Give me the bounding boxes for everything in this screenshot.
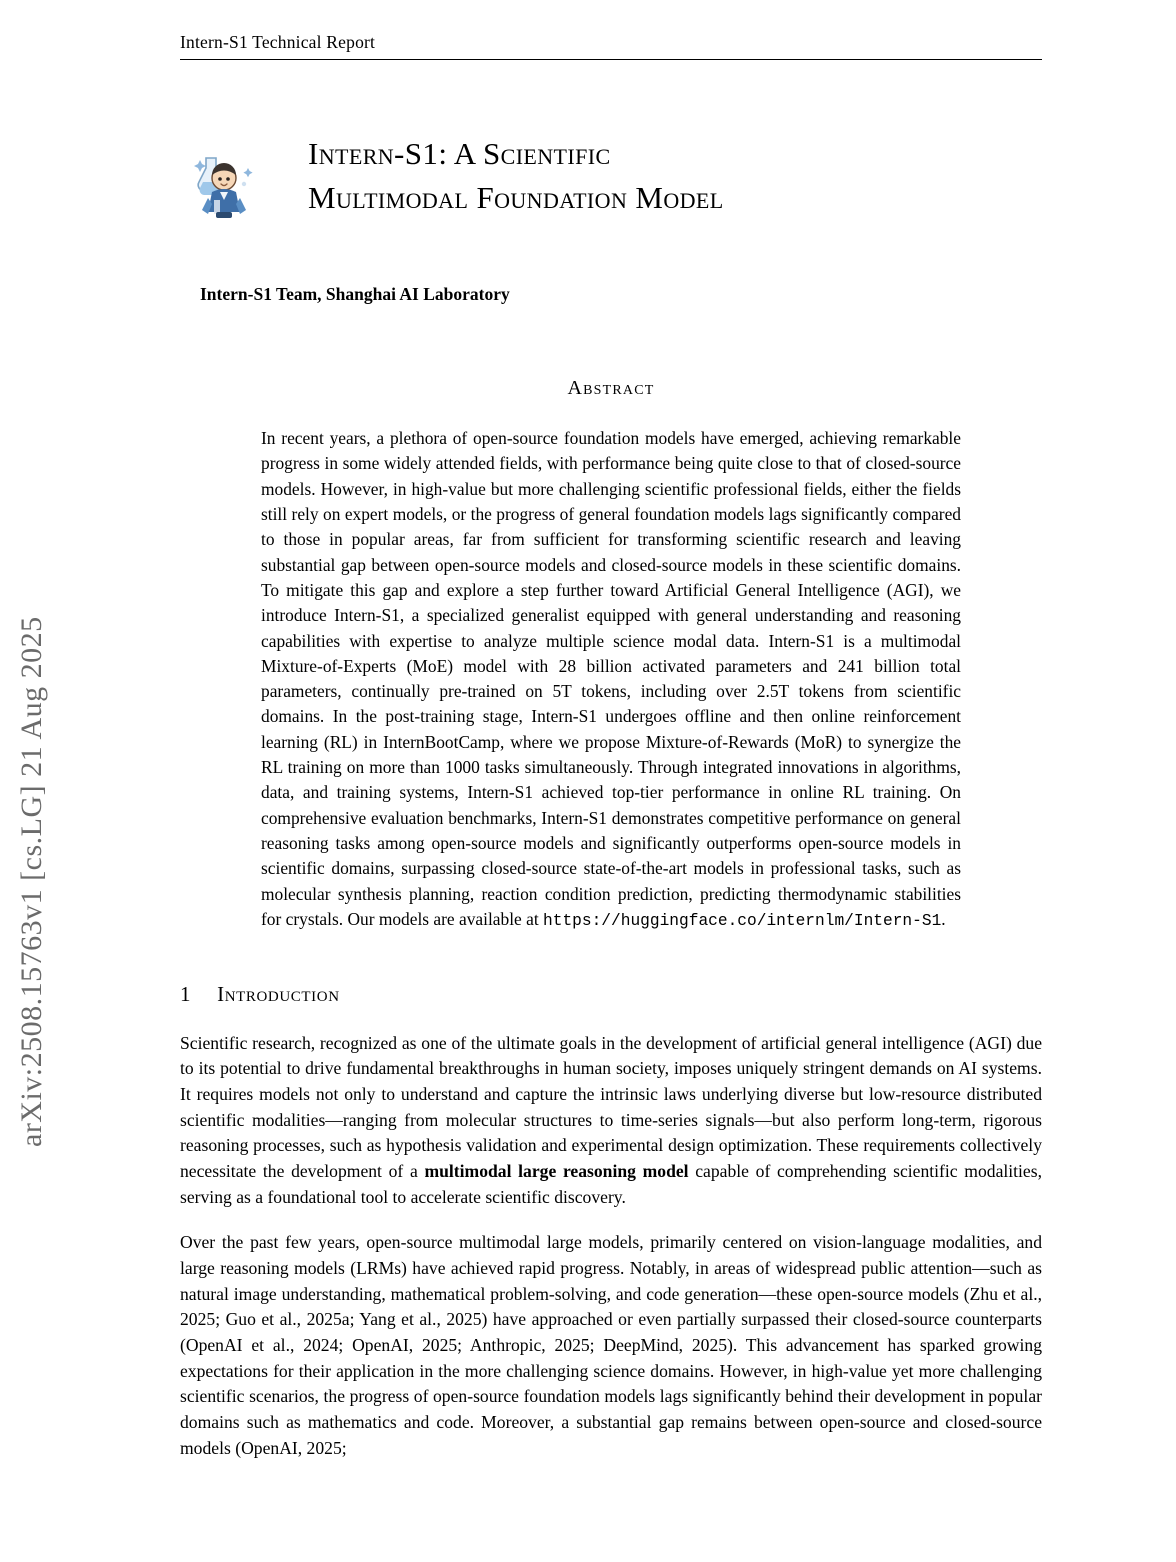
arxiv-identifier-stamp: arXiv:2508.15763v1 [cs.LG] 21 Aug 2025 — [15, 616, 48, 1147]
section-number: 1 — [180, 981, 192, 1006]
intern-s1-mascot-logo — [190, 148, 258, 220]
intro-paragraph-2: Over the past few years, open-source multimodal large models, primarily centered on vision-language modalities, and large reasoning models (LRMs) have achieved rapid progress. Notably, in areas of widespread public attention—such as natural image understanding, mathematical problem-solving, and code generation—these open-source models (Zhu et al., 2025; Guo et al., 2025a; Yang et al., 2025) have approached or even partially surpassed their closed-source counterparts (OpenAI et al., 2024; OpenAI, 2025; Anthropic, 2025; DeepMind, 2025). This advancement has sparked growing expectations for their application in the more challenging science domains. However, in high-value yet more challenging scientific scenarios, the progress of open-source foundation models lags significantly behind their development in popular domains such as mathematics and code. Moreover, a substantial gap remains between open-source and closed-source models (OpenAI, 2025; — [180, 1232, 1042, 1458]
intro-paragraph-1-part-a: Scientific research, recognized as one of the ultimate goals in the development of artificial general intelligence (AGI) due to its potential to drive fundamental breakthroughs in human society, imposes uniquely stringent demands on AI systems. It requires models not only to understand and capture the intrinsic laws underlying diverse but low-resource distributed scientific modalities—ranging from molecular structures to time-series signals—but also perform long-term, rigorous reasoning processes, such as hypothesis validation and experimental design optimization. These requirements collectively necessitate the development of a — [180, 1032, 1042, 1181]
abstract-paragraph: In recent years, a plethora of open-source foundation models have emerged, achieving remarkable progress in some widely attended fields, with performance being quite close to that of closed-source models. However, in high-value but more challenging scientific professional fields, either the fields still rely on expert models, or the progress of general foundation models lags significantly compared to those in popular areas, far from sufficient for transforming scientific research and leaving substantial gap between open-source models and closed-source models in these scientific domains. To mitigate this gap and explore a step further toward Artificial General Intelligence (AGI), we introduce Intern-S1, a specialized generalist equipped with general understanding and reasoning capabilities with expertise to analyze multiple science modal data. Intern-S1 is a multimodal Mixture-of-Experts (MoE) model with 28 billion activated parameters and 241 billion total parameters, continually pre-trained on 5T tokens, including over 2.5T tokens from scientific domains. In the post-training stage, Intern-S1 undergoes offline and then online reinforcement learning (RL) in InternBootCamp, where we propose Mixture-of-Rewards (MoR) to synergize the RL training on more than 1000 tasks simultaneously. Through integrated innovations in algorithms, data, and training systems, Intern-S1 achieved top-tier performance in online RL training. On comprehensive evaluation benchmarks, Intern-S1 demonstrates competitive performance on general reasoning tasks among open-source models and significantly outperforms open-source models in scientific domains, surpassing closed-source state-of-the-art models in professional tasks, such as molecular synthesis planning, reaction condition prediction, predicting thermodynamic stabilities for crystals. Our models are available at — [261, 428, 961, 929]
header-rule — [180, 59, 1042, 60]
section-heading-introduction — [180, 982, 1042, 1007]
intro-paragraph-1 — [180, 1031, 1042, 1211]
title-line-1: Intern-S1: A Scientific — [308, 136, 611, 171]
model-url-link[interactable]: https://huggingface.co/internlm/Intern-S1 — [543, 911, 942, 930]
paper-page — [180, 0, 1042, 1562]
section-title: Introduction — [217, 981, 340, 1006]
intro-paragraph-1-emphasis: multimodal large reasoning model — [424, 1160, 689, 1181]
running-head: Intern-S1 Technical Report — [180, 32, 376, 52]
title-line-2: Multimodal Foundation Model — [308, 180, 724, 216]
title-block — [190, 132, 1042, 220]
page-title — [308, 132, 724, 220]
abstract-heading: Abstract — [567, 377, 655, 400]
authors-affiliation: Intern-S1 Team, Shanghai AI Laboratory — [200, 284, 510, 305]
abstract-trailing-period: . — [941, 908, 946, 929]
abstract-text — [261, 426, 961, 934]
intro-paragraph-1-part-b: capable of comprehending scientific modalities, serving as a foundational tool to accelerate scientific discovery. — [180, 1160, 1042, 1207]
